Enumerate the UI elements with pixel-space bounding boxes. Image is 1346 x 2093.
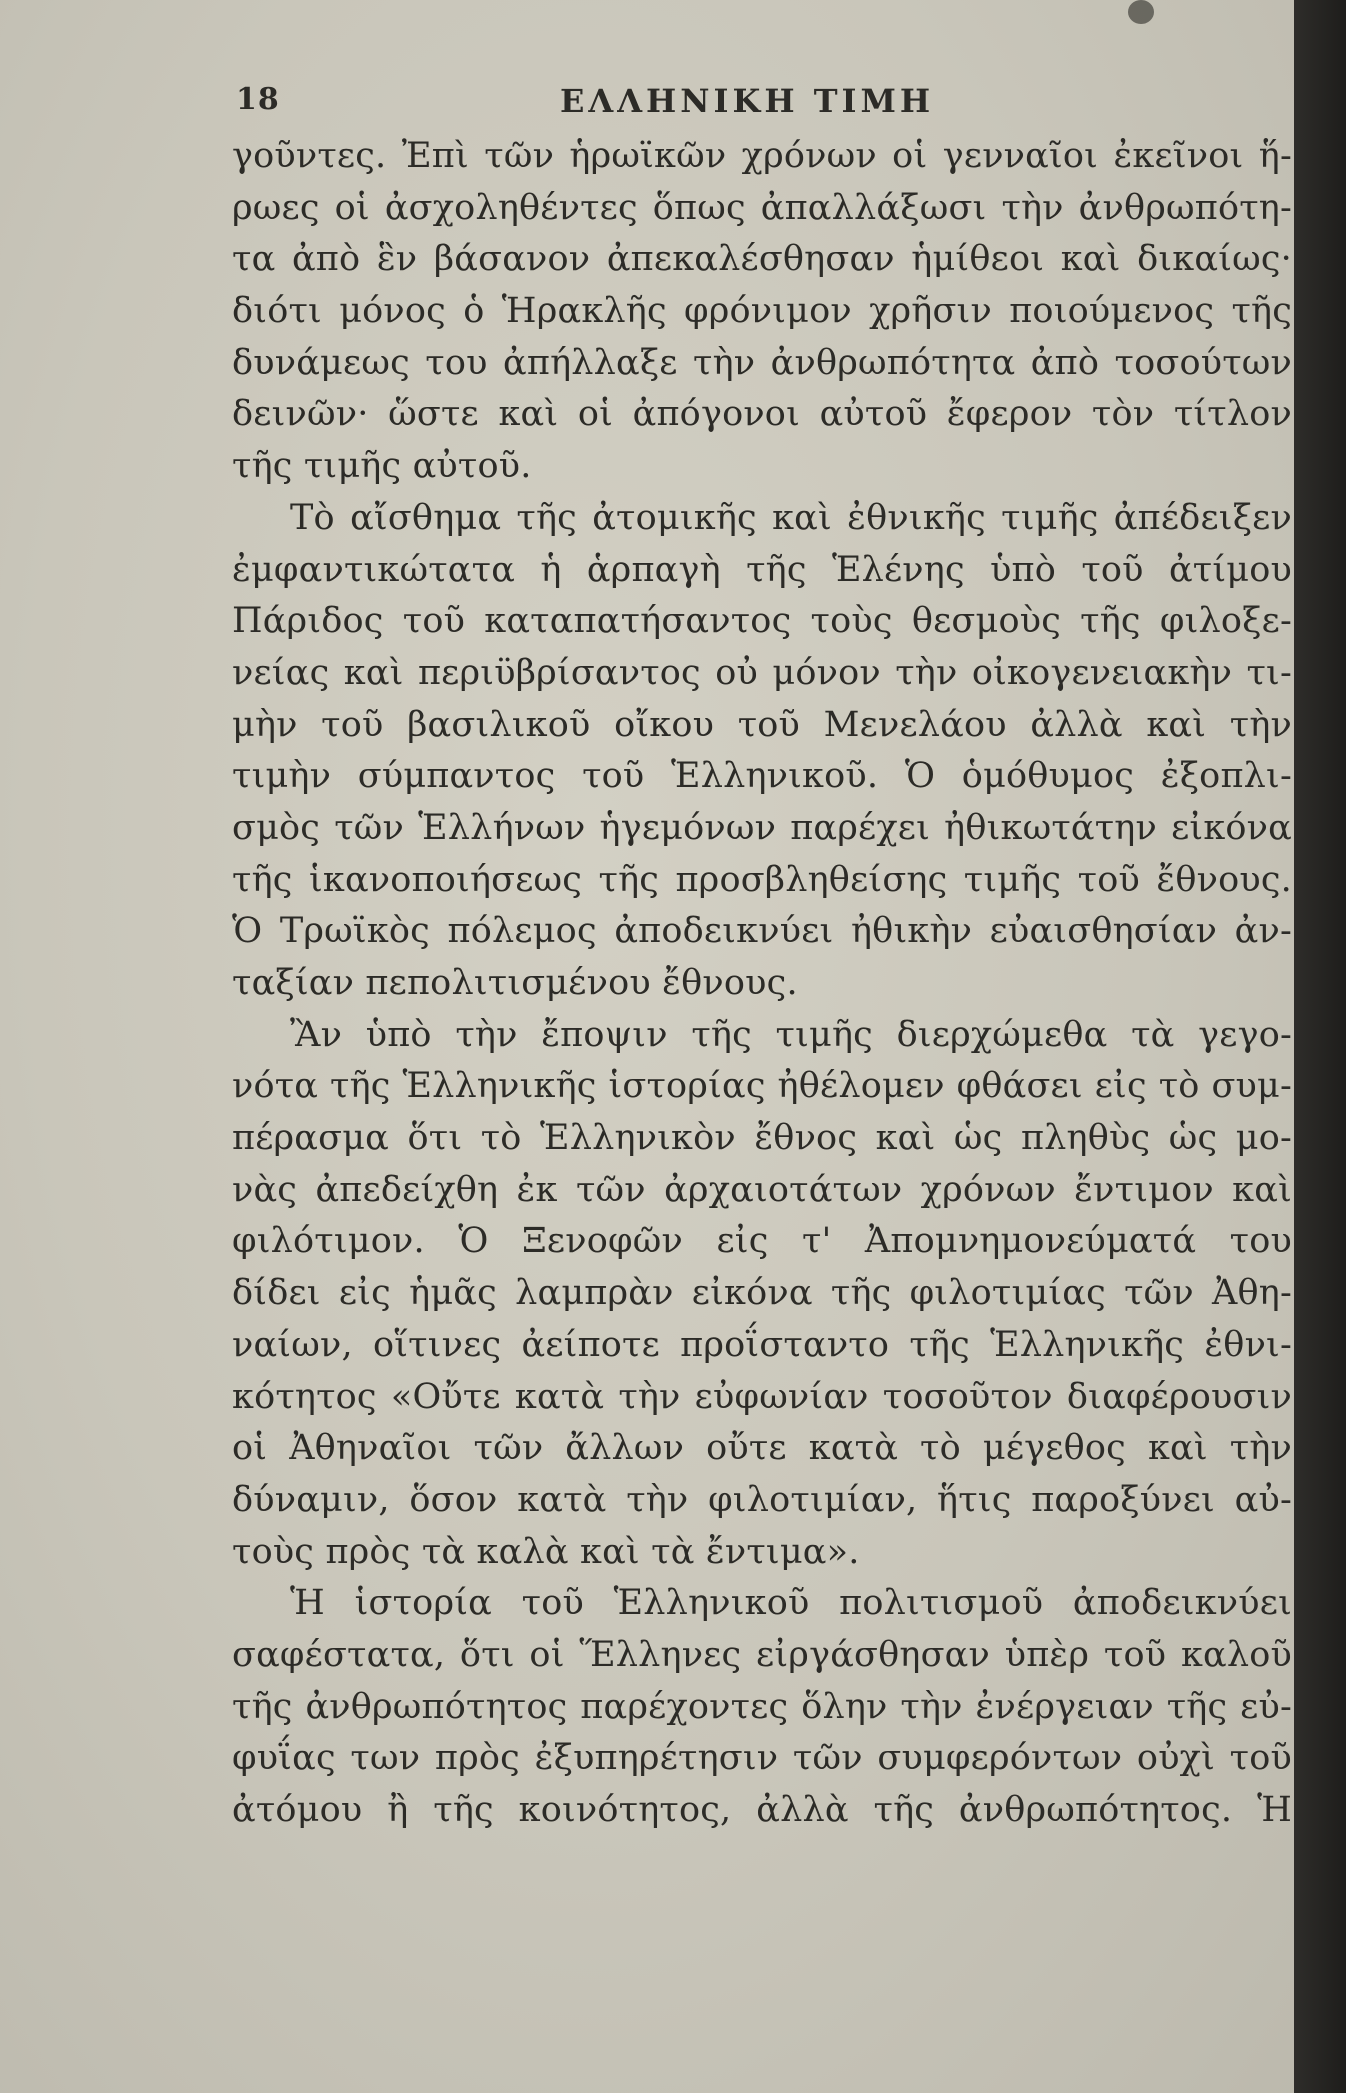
text-line: τῆς ἱκανοποιήσεως τῆς προσβληθείσης τιμῆς τοῦ ἔθνους. [232, 859, 1292, 900]
text-line: ταξίαν πεπολιτισμένου ἔθνους. [232, 963, 798, 1003]
text-line: δυνάμεως του ἀπήλλαξε τὴν ἀνθρωπότητα ἀπὸ τοσούτων [232, 342, 1292, 383]
text-line: νείας καὶ περιϋβρίσαντος οὐ μόνον τὴν οἰκογενειακὴν τι- [232, 652, 1292, 693]
text-line: φυΐας των πρὸς ἐξυπηρέτησιν τῶν συμφερόντων οὐχὶ τοῦ [232, 1738, 1292, 1779]
text-line: Ὁ Τρωϊκὸς πόλεμος ἀποδεικνύει ἠθικὴν εὐαισθησίαν ἀν- [232, 911, 1292, 952]
text-line: πέρασμα ὅτι τὸ Ἑλληνικὸν ἔθνος καὶ ὡς πληθὺς ὡς μο- [232, 1118, 1292, 1159]
running-title: ΕΛΛΗΝΙΚΗ ΤΙΜΗ [560, 82, 935, 120]
text-line: δίδει εἰς ἡμᾶς λαμπρὰν εἰκόνα τῆς φιλοτιμίας τῶν Ἀθη- [232, 1273, 1292, 1314]
text-line: οἱ Ἀθηναῖοι τῶν ἄλλων οὔτε κατὰ τὸ μέγεθος καὶ τὴν [232, 1428, 1292, 1469]
text-line: ἐμφαντικώτατα ἡ ἁρπαγὴ τῆς Ἑλένης ὑπὸ τοῦ ἀτίμου [232, 549, 1292, 590]
text-line: Πάριδος τοῦ καταπατήσαντος τοὺς θεσμοὺς τῆς φιλοξε- [232, 601, 1292, 642]
text-line: σαφέστατα, ὅτι οἱ Ἕλληνες εἰργάσθησαν ὑπὲρ τοῦ καλοῦ [232, 1634, 1292, 1675]
text-line: τα ἀπὸ ἓν βάσανον ἀπεκαλέσθησαν ἡμίθεοι καὶ δικαίως· [232, 239, 1292, 280]
text-line: Ἡ ἱστορία τοῦ Ἑλληνικοῦ πολιτισμοῦ ἀποδεικνύει [290, 1583, 1292, 1624]
text-line: τοὺς πρὸς τὰ καλὰ καὶ τὰ ἔντιμα». [232, 1531, 860, 1572]
text-line: δύναμιν, ὅσον κατὰ τὴν φιλοτιμίαν, ἥτις παροξύνει αὐ- [232, 1479, 1292, 1520]
text-line: δεινῶν· ὥστε καὶ οἱ ἀπόγονοι αὐτοῦ ἔφερον τὸν τίτλον [232, 394, 1292, 435]
text-line: Ἂν ὑπὸ τὴν ἔποψιν τῆς τιμῆς διερχώμεθα τὰ γεγο- [290, 1014, 1292, 1055]
text-line: τιμὴν σύμπαντος τοῦ Ἑλληνικοῦ. Ὁ ὁμόθυμος ἐξοπλι- [232, 756, 1292, 797]
text-line: διότι μόνος ὁ Ἡρακλῆς φρόνιμον χρῆσιν ποιούμενος τῆς [232, 291, 1292, 332]
text-line: ἀτόμου ἢ τῆς κοινότητος, ἀλλὰ τῆς ἀνθρωπότητος. Ἡ [232, 1790, 1292, 1830]
text-line: σμὸς τῶν Ἑλλήνων ἡγεμόνων παρέχει ἠθικωτάτην εἰκόνα [232, 807, 1292, 848]
body-text [232, 131, 1292, 1837]
text-line: κότητος «Οὔτε κατὰ τὴν εὐφωνίαν τοσοῦτον διαφέρουσιν [232, 1376, 1292, 1417]
text-line: νότα τῆς Ἑλληνικῆς ἱστορίας ἠθέλομεν φθάσει εἰς τὸ συμ- [232, 1066, 1292, 1107]
text-line: νὰς ἀπεδείχθη ἐκ τῶν ἀρχαιοτάτων χρόνων ἔντιμον καὶ [232, 1169, 1292, 1210]
text-line: μὴν τοῦ βασιλικοῦ οἴκου τοῦ Μενελάου ἀλλὰ καὶ τὴν [232, 704, 1292, 745]
text-line: ρωες οἱ ἀσχοληθέντες ὅπως ἀπαλλάξωσι τὴν ἀνθρωπότη- [232, 187, 1292, 228]
text-line: φιλότιμον. Ὁ Ξενοφῶν εἰς τ' Ἀπομνημονεύματά του [232, 1221, 1292, 1262]
text-line: γοῦντες. Ἐπὶ τῶν ἡρωϊκῶν χρόνων οἱ γενναῖοι ἐκεῖνοι ἥ- [232, 136, 1292, 176]
page-header [0, 82, 1312, 122]
page-number: 18 [236, 82, 280, 117]
text-line: τῆς τιμῆς αὐτοῦ. [232, 446, 532, 487]
page-edge-shadow [1294, 0, 1346, 2093]
text-line: ναίων, οἵτινες ἀείποτε προΐσταντο τῆς Ἑλληνικῆς ἐθνι- [232, 1324, 1292, 1365]
text-line: Τὸ αἴσθημα τῆς ἀτομικῆς καὶ ἐθνικῆς τιμῆς ἀπέδειξεν [290, 497, 1292, 538]
text-line: τῆς ἀνθρωπότητος παρέχοντες ὅλην τὴν ἐνέργειαν τῆς εὐ- [232, 1686, 1292, 1727]
ink-spot [1128, 0, 1154, 24]
